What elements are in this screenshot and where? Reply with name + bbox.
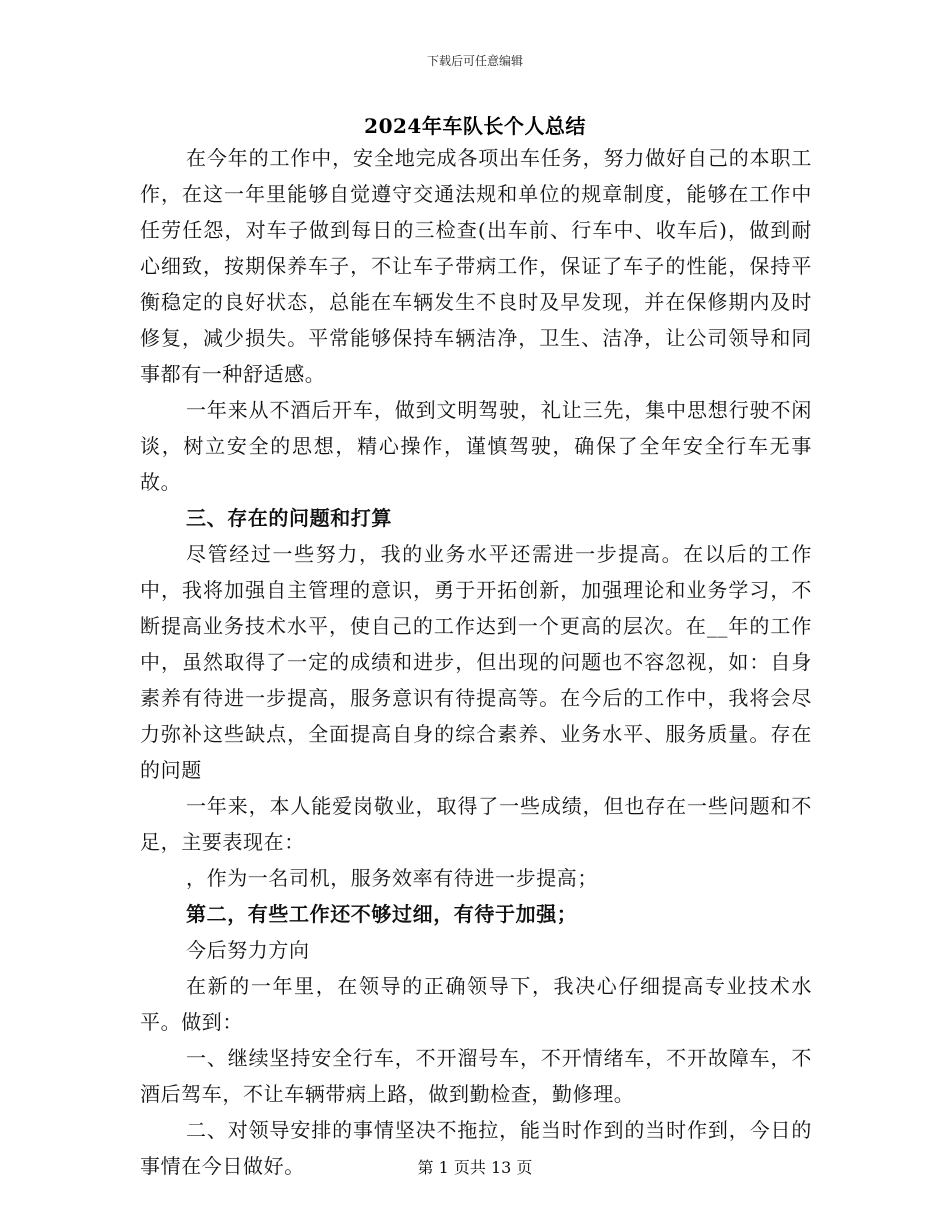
page-header: 下载后可任意编辑 [426, 54, 523, 68]
paragraph: 尽管经过一些努力，我的业务水平还需进一步提高。在以后的工作中，我将加强自主管理的意识，勇于开拓创新，加强理论和业务学习，不断提高业务技术水平，使自己的工作达到一个更高的层次。在__年的工作中，虽然取得了一定的成绩和进步，但出现的问题也不容忽视，如：自身素养有待进一步提高，服务意识有待提高等。在今后的工作中，我将会尽力弥补这些缺点，全面提高自身的综合素养、业务水平、服务质量。存在的问题 [140, 542, 812, 782]
document-body [140, 140, 812, 1184]
paragraph: 二、对领导安排的事情坚决不拖拉，能当时作到的当时作到，今日的事情在今日做好。 [140, 1118, 812, 1178]
paragraph: 一年来从不酒后开车，做到文明驾驶，礼让三先，集中思想行驶不闲谈，树立安全的思想，精心操作，谨慎驾驶，确保了全年安全行车无事故。 [140, 398, 812, 494]
paragraph: 今后努力方向 [186, 938, 310, 962]
document-title: 2024年车队长个人总结 [364, 114, 586, 138]
paragraph: ，作为一名司机，服务效率有待进一步提高； [186, 866, 598, 890]
paragraph: 一、继续坚持安全行车，不开溜号车，不开情绪车，不开故障车，不酒后驾车，不让车辆带病上路，做到勤检查，勤修理。 [140, 1046, 812, 1106]
section-heading: 三、存在的问题和打算 [186, 506, 392, 530]
paragraph: 在今年的工作中，安全地完成各项出车任务，努力做好自己的本职工作，在这一年里能够自觉遵守交通法规和单位的规章制度，能够在工作中任劳任怨，对车子做到每日的三检查(出车前、行车中、收车后)，做到耐心细致，按期保养车子，不让车子带病工作，保证了车子的性能，保持平衡稳定的良好状态，总能在车辆发生不良时及早发现，并在保修期内及时修复，减少损失。平常能够保持车辆洁净，卫生、洁净，让公司领导和同事都有一种舒适感。 [140, 146, 812, 386]
section-heading: 第二，有些工作还不够过细，有待于加强； [186, 902, 578, 926]
paragraph: 一年来，本人能爱岗敬业，取得了一些成绩，但也存在一些问题和不足，主要表现在： [140, 794, 812, 854]
paragraph: 在新的一年里，在领导的正确领导下，我决心仔细提高专业技术水平。做到： [140, 974, 812, 1034]
page-footer: 第 1 页共 13 页 [417, 1158, 533, 1177]
